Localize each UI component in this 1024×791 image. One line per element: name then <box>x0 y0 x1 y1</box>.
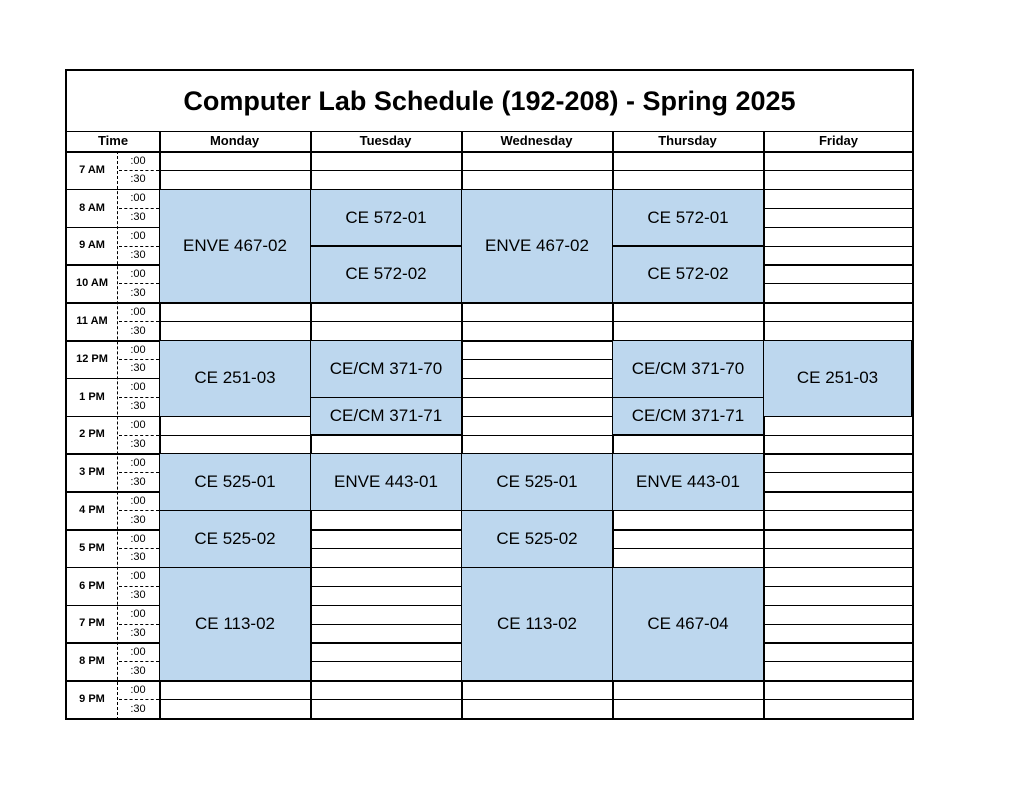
half-hour-dash <box>119 359 159 360</box>
class-session-block[interactable] <box>763 340 912 417</box>
class-session-block[interactable] <box>612 453 764 511</box>
day-header-wednesday: Wednesday <box>500 133 573 148</box>
half-hour-divider <box>159 435 912 436</box>
minute-label: :30 <box>130 513 146 526</box>
session-label: CE 572-02 <box>647 264 729 284</box>
time-column-divider <box>117 151 118 720</box>
session-label: CE/CM 371-70 <box>631 358 745 378</box>
session-label: CE/CM 371-71 <box>631 406 745 426</box>
session-label: CE 525-02 <box>496 528 578 548</box>
day-header-tuesday: Tuesday <box>359 133 412 148</box>
class-session-block[interactable] <box>159 510 311 568</box>
class-session-block[interactable] <box>159 567 311 681</box>
hour-label: 10 AM <box>76 277 108 290</box>
minute-label: :00 <box>130 192 146 205</box>
session-label: ENVE 467-02 <box>485 235 589 255</box>
day-header-monday: Monday <box>209 133 260 148</box>
half-hour-dash <box>119 246 159 247</box>
hour-label: 7 PM <box>79 617 105 630</box>
session-label: ENVE 467-02 <box>183 235 287 255</box>
half-hour-dash <box>119 283 159 284</box>
half-hour-dash <box>119 586 159 587</box>
session-label: CE 113-02 <box>496 613 577 633</box>
half-hour-divider <box>159 321 912 322</box>
minute-label: :00 <box>130 381 146 394</box>
hour-label: 9 PM <box>79 693 105 706</box>
minute-label: :00 <box>130 267 146 280</box>
minute-label: :30 <box>130 551 146 564</box>
session-label: ENVE 443-01 <box>334 472 438 492</box>
half-hour-dash <box>119 435 159 436</box>
half-hour-dash <box>119 661 159 662</box>
session-label: CE 572-01 <box>345 207 427 227</box>
session-label: CE 572-02 <box>345 264 427 284</box>
minute-label: :00 <box>130 343 146 356</box>
hour-label: 4 PM <box>79 504 105 517</box>
half-hour-dash <box>119 208 159 209</box>
session-label: CE 525-01 <box>194 472 276 492</box>
hour-label: 5 PM <box>79 541 105 554</box>
session-label: CE 525-02 <box>194 528 276 548</box>
half-hour-dash <box>119 472 159 473</box>
hour-divider <box>67 718 912 720</box>
class-session-block[interactable] <box>310 453 462 511</box>
class-session-block[interactable] <box>310 340 462 398</box>
minute-label: :30 <box>130 589 146 602</box>
class-session-block[interactable] <box>310 189 462 247</box>
hour-label: 6 PM <box>79 579 105 592</box>
minute-label: :30 <box>130 249 146 261</box>
class-session-block[interactable] <box>461 453 613 511</box>
day-header-friday: Friday <box>818 133 858 148</box>
half-hour-dash <box>119 170 159 171</box>
minute-label: :30 <box>130 286 146 299</box>
hour-label: 3 PM <box>79 466 105 479</box>
time-header: Time <box>97 133 129 148</box>
minute-label: :00 <box>130 154 146 167</box>
minute-label: :30 <box>130 627 146 639</box>
session-label: CE 251-03 <box>194 368 276 388</box>
minute-label: :30 <box>130 475 146 488</box>
minute-label: :00 <box>130 645 146 658</box>
session-label: CE 572-01 <box>647 207 729 227</box>
hour-label: 9 AM <box>79 239 105 252</box>
hour-label: 1 PM <box>79 390 105 403</box>
session-label: CE 113-02 <box>194 613 275 633</box>
minute-label: :30 <box>130 324 146 337</box>
class-session-block[interactable] <box>461 567 613 681</box>
minute-label: :00 <box>130 494 146 507</box>
class-session-block[interactable] <box>159 189 311 303</box>
class-session-block[interactable] <box>159 453 311 511</box>
class-session-block[interactable] <box>159 340 311 417</box>
class-session-block[interactable] <box>310 246 462 304</box>
half-hour-dash <box>119 397 159 398</box>
minute-label: :00 <box>130 456 146 469</box>
minute-label: :00 <box>130 683 146 696</box>
half-hour-dash <box>119 510 159 511</box>
schedule-grid <box>67 131 912 720</box>
half-hour-dash <box>119 321 159 322</box>
class-session-block[interactable] <box>612 340 764 398</box>
hour-label: 8 PM <box>79 655 105 668</box>
header-divider <box>67 151 912 153</box>
minute-label: :30 <box>130 400 146 413</box>
schedule-sheet <box>65 69 914 720</box>
minute-label: :00 <box>130 419 146 432</box>
minute-label: :30 <box>130 173 146 186</box>
session-label: CE 525-01 <box>496 472 578 492</box>
minute-label: :30 <box>130 211 146 224</box>
minute-label: :30 <box>130 702 146 715</box>
class-session-block[interactable] <box>612 567 764 681</box>
session-label: CE/CM 371-70 <box>329 358 443 378</box>
session-label: CE 251-03 <box>796 368 879 388</box>
hour-label: 11 AM <box>76 315 108 328</box>
hour-label: 2 PM <box>79 428 105 441</box>
hour-label: 12 PM <box>76 352 108 365</box>
session-label: CE 467-04 <box>647 613 729 633</box>
half-hour-dash <box>119 699 159 700</box>
half-hour-divider <box>159 699 912 700</box>
minute-label: :00 <box>130 230 146 243</box>
day-header-thursday: Thursday <box>658 133 717 148</box>
hour-label: 8 AM <box>79 201 105 214</box>
half-hour-divider <box>159 170 912 171</box>
minute-label: :00 <box>130 608 146 621</box>
page-title: Computer Lab Schedule (192-208) - Spring 2025 <box>67 71 912 132</box>
minute-label: :00 <box>130 532 146 545</box>
class-session-block[interactable] <box>612 189 764 247</box>
minute-label: :00 <box>130 570 146 583</box>
class-session-block[interactable] <box>461 189 613 303</box>
minute-label: :00 <box>130 305 146 318</box>
half-hour-dash <box>119 624 159 625</box>
minute-label: :30 <box>130 438 146 450</box>
half-hour-dash <box>119 548 159 549</box>
class-session-block[interactable] <box>461 510 613 568</box>
class-session-block[interactable] <box>310 397 462 436</box>
class-session-block[interactable] <box>612 397 764 436</box>
minute-label: :30 <box>130 664 146 677</box>
hour-label: 7 AM <box>79 163 105 176</box>
minute-label: :30 <box>130 362 146 375</box>
class-session-block[interactable] <box>612 246 764 304</box>
session-label: ENVE 443-01 <box>636 472 740 492</box>
session-label: CE/CM 371-71 <box>329 406 443 426</box>
